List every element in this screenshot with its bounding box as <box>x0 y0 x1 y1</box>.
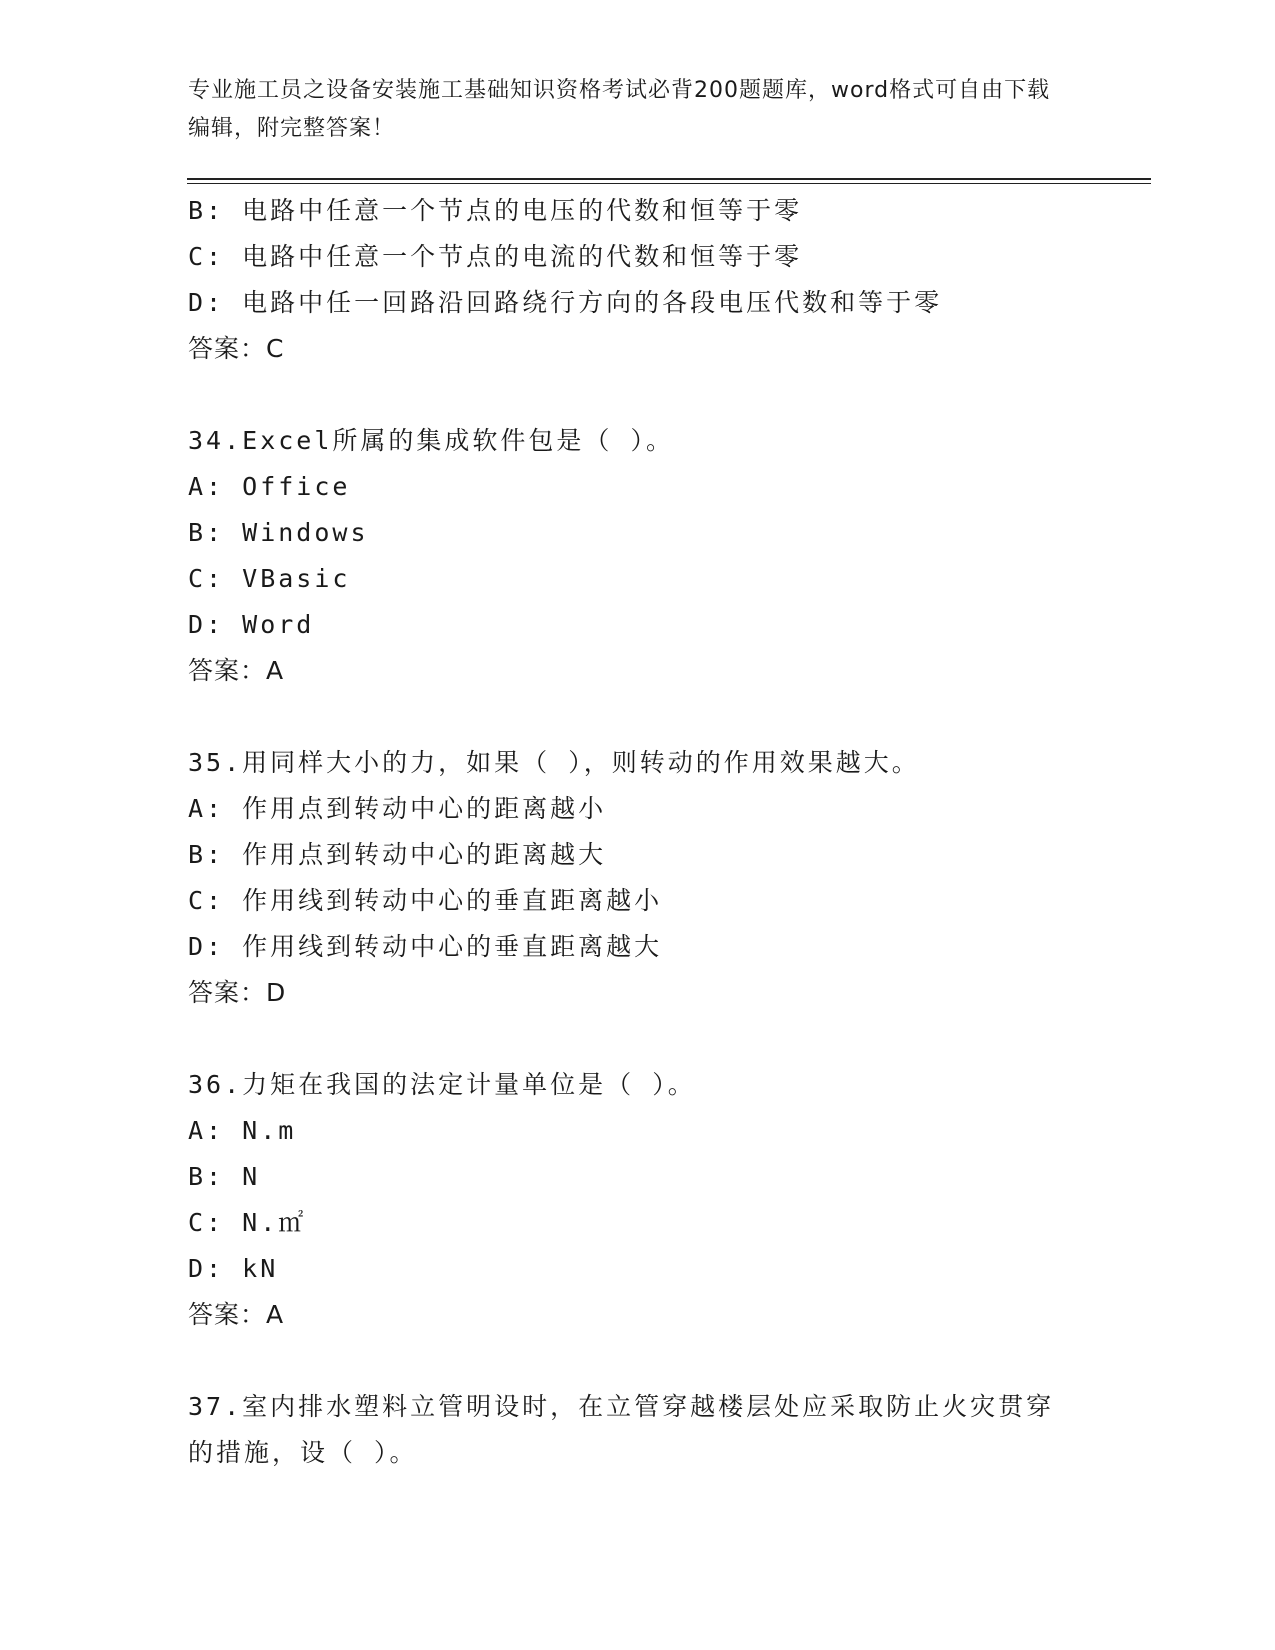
question-block-33 <box>188 188 1088 372</box>
question-text: 34.Excel所属的集成软件包是（ ）。 <box>188 426 674 455</box>
option-b: B: N <box>188 1162 261 1191</box>
option-c: C: VBasic <box>188 564 351 593</box>
option-d: D: kN <box>188 1254 279 1283</box>
header-divider-thick <box>187 178 1151 180</box>
option-b: B: Windows <box>188 518 369 547</box>
answer: 答案：D <box>188 978 287 1007</box>
question-text: 37.室内排水塑料立管明设时，在立管穿越楼层处应采取防止火灾贯穿的措施，设（ ）。 <box>188 1392 1055 1467</box>
option-a: A: 作用点到转动中心的距离越小 <box>188 794 607 823</box>
answer: 答案：C <box>188 334 285 363</box>
question-text: 36.力矩在我国的法定计量单位是（ ）。 <box>188 1070 696 1099</box>
option-b: B: 作用点到转动中心的距离越大 <box>188 840 607 869</box>
header-divider-thin <box>187 183 1151 184</box>
question-text: 35.用同样大小的力，如果（ ），则转动的作用效果越大。 <box>188 748 920 777</box>
option-d: D: 电路中任一回路沿回路绕行方向的各段电压代数和等于零 <box>188 288 943 317</box>
option-b: B: 电路中任意一个节点的电压的代数和恒等于零 <box>188 196 803 225</box>
option-d: D: Word <box>188 610 315 639</box>
document-header: 专业施工员之设备安装施工基础知识资格考试必背200题题库，word格式可自由下载编辑，附完整答案！ <box>188 78 1051 141</box>
answer: 答案：A <box>188 656 285 685</box>
question-list <box>188 188 1088 1476</box>
question-block-35 <box>188 740 1088 1016</box>
option-a: A: Office <box>188 472 351 501</box>
option-d: D: 作用线到转动中心的垂直距离越大 <box>188 932 663 961</box>
option-a: A: N.m <box>188 1116 297 1145</box>
question-block-36 <box>188 1062 1088 1338</box>
option-c: C: 电路中任意一个节点的电流的代数和恒等于零 <box>188 242 803 271</box>
option-c: C: N.㎡ <box>188 1208 307 1237</box>
question-block-34 <box>188 418 1088 694</box>
question-block-37 <box>188 1384 1088 1476</box>
answer: 答案：A <box>188 1300 285 1329</box>
option-c: C: 作用线到转动中心的垂直距离越小 <box>188 886 663 915</box>
